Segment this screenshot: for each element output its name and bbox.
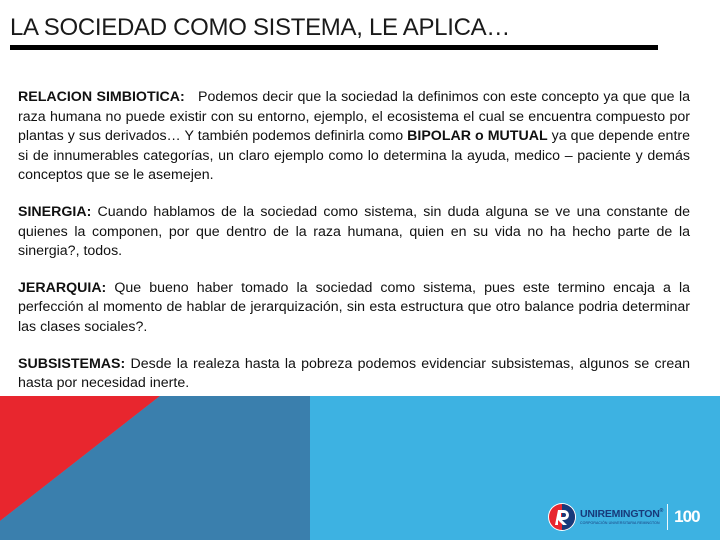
paragraph-jerarquia — [18, 279, 690, 338]
logo-subtitle: CORPORACIÓN UNIVERSITARIA REMINGTON — [580, 520, 660, 525]
term-bipolar-mutual: BIPOLAR o MUTUAL — [407, 128, 548, 145]
slide-body — [18, 88, 694, 411]
paragraph-text: Podemos decir que la sociedad la definimos con este concepto ya que que la raza humana no puede existir con su entorno, ejemplo, el ecosistema el cual se encuentra compuesto por plantas y sus derivados… Y también podemos definirla como — [18, 89, 694, 145]
logo-divider — [667, 504, 668, 530]
logo-name: UNIREMINGTON® — [580, 508, 664, 520]
paragraph-text: Desde la realeza hasta la pobreza podemos evidenciar subsistemas, algunos se crean hasta por necesidad inerte. — [18, 355, 690, 392]
slide-title: LA SOCIEDAD COMO SISTEMA, LE APLICA… — [10, 14, 511, 41]
title-underline — [10, 45, 658, 50]
term-label: SUBSISTEMAS: — [18, 355, 126, 372]
anniversary-100: 100 — [674, 507, 700, 526]
logo-wordmark — [580, 509, 663, 525]
paragraph-sinergia — [18, 203, 690, 262]
term-label: JERARQUIA: — [18, 279, 107, 296]
paragraph-text: Cuando hablamos de la sociedad como sistema, sin duda alguna se ve una constante de quienes la componen, por que dentro de la raza humana, quien en su vida no ha hecho parte de la sinergia?, todos. — [18, 203, 690, 260]
uniremington-logo — [548, 503, 700, 531]
paragraph-subsistemas — [18, 355, 690, 394]
paragraph-text: Que bueno haber tomado la sociedad como sistema, pues este termino encaja a la perfección al momento de hablar de jerarquización, sin esta estructura que otro balance podria determinar las clases sociales?. — [18, 279, 690, 335]
paragraph-text: ya que depende entre si de innumerables categorías, un claro ejemplo como lo determina la ayuda, medico – paciente y demás conceptos que se le asemejen. — [18, 128, 691, 184]
term-label: RELACION SIMBIOTICA: — [18, 89, 185, 105]
paragraph-relacion-simbiotica — [18, 88, 694, 186]
uniremington-r-logo-icon — [548, 503, 576, 531]
term-label: SINERGIA: — [18, 203, 92, 220]
